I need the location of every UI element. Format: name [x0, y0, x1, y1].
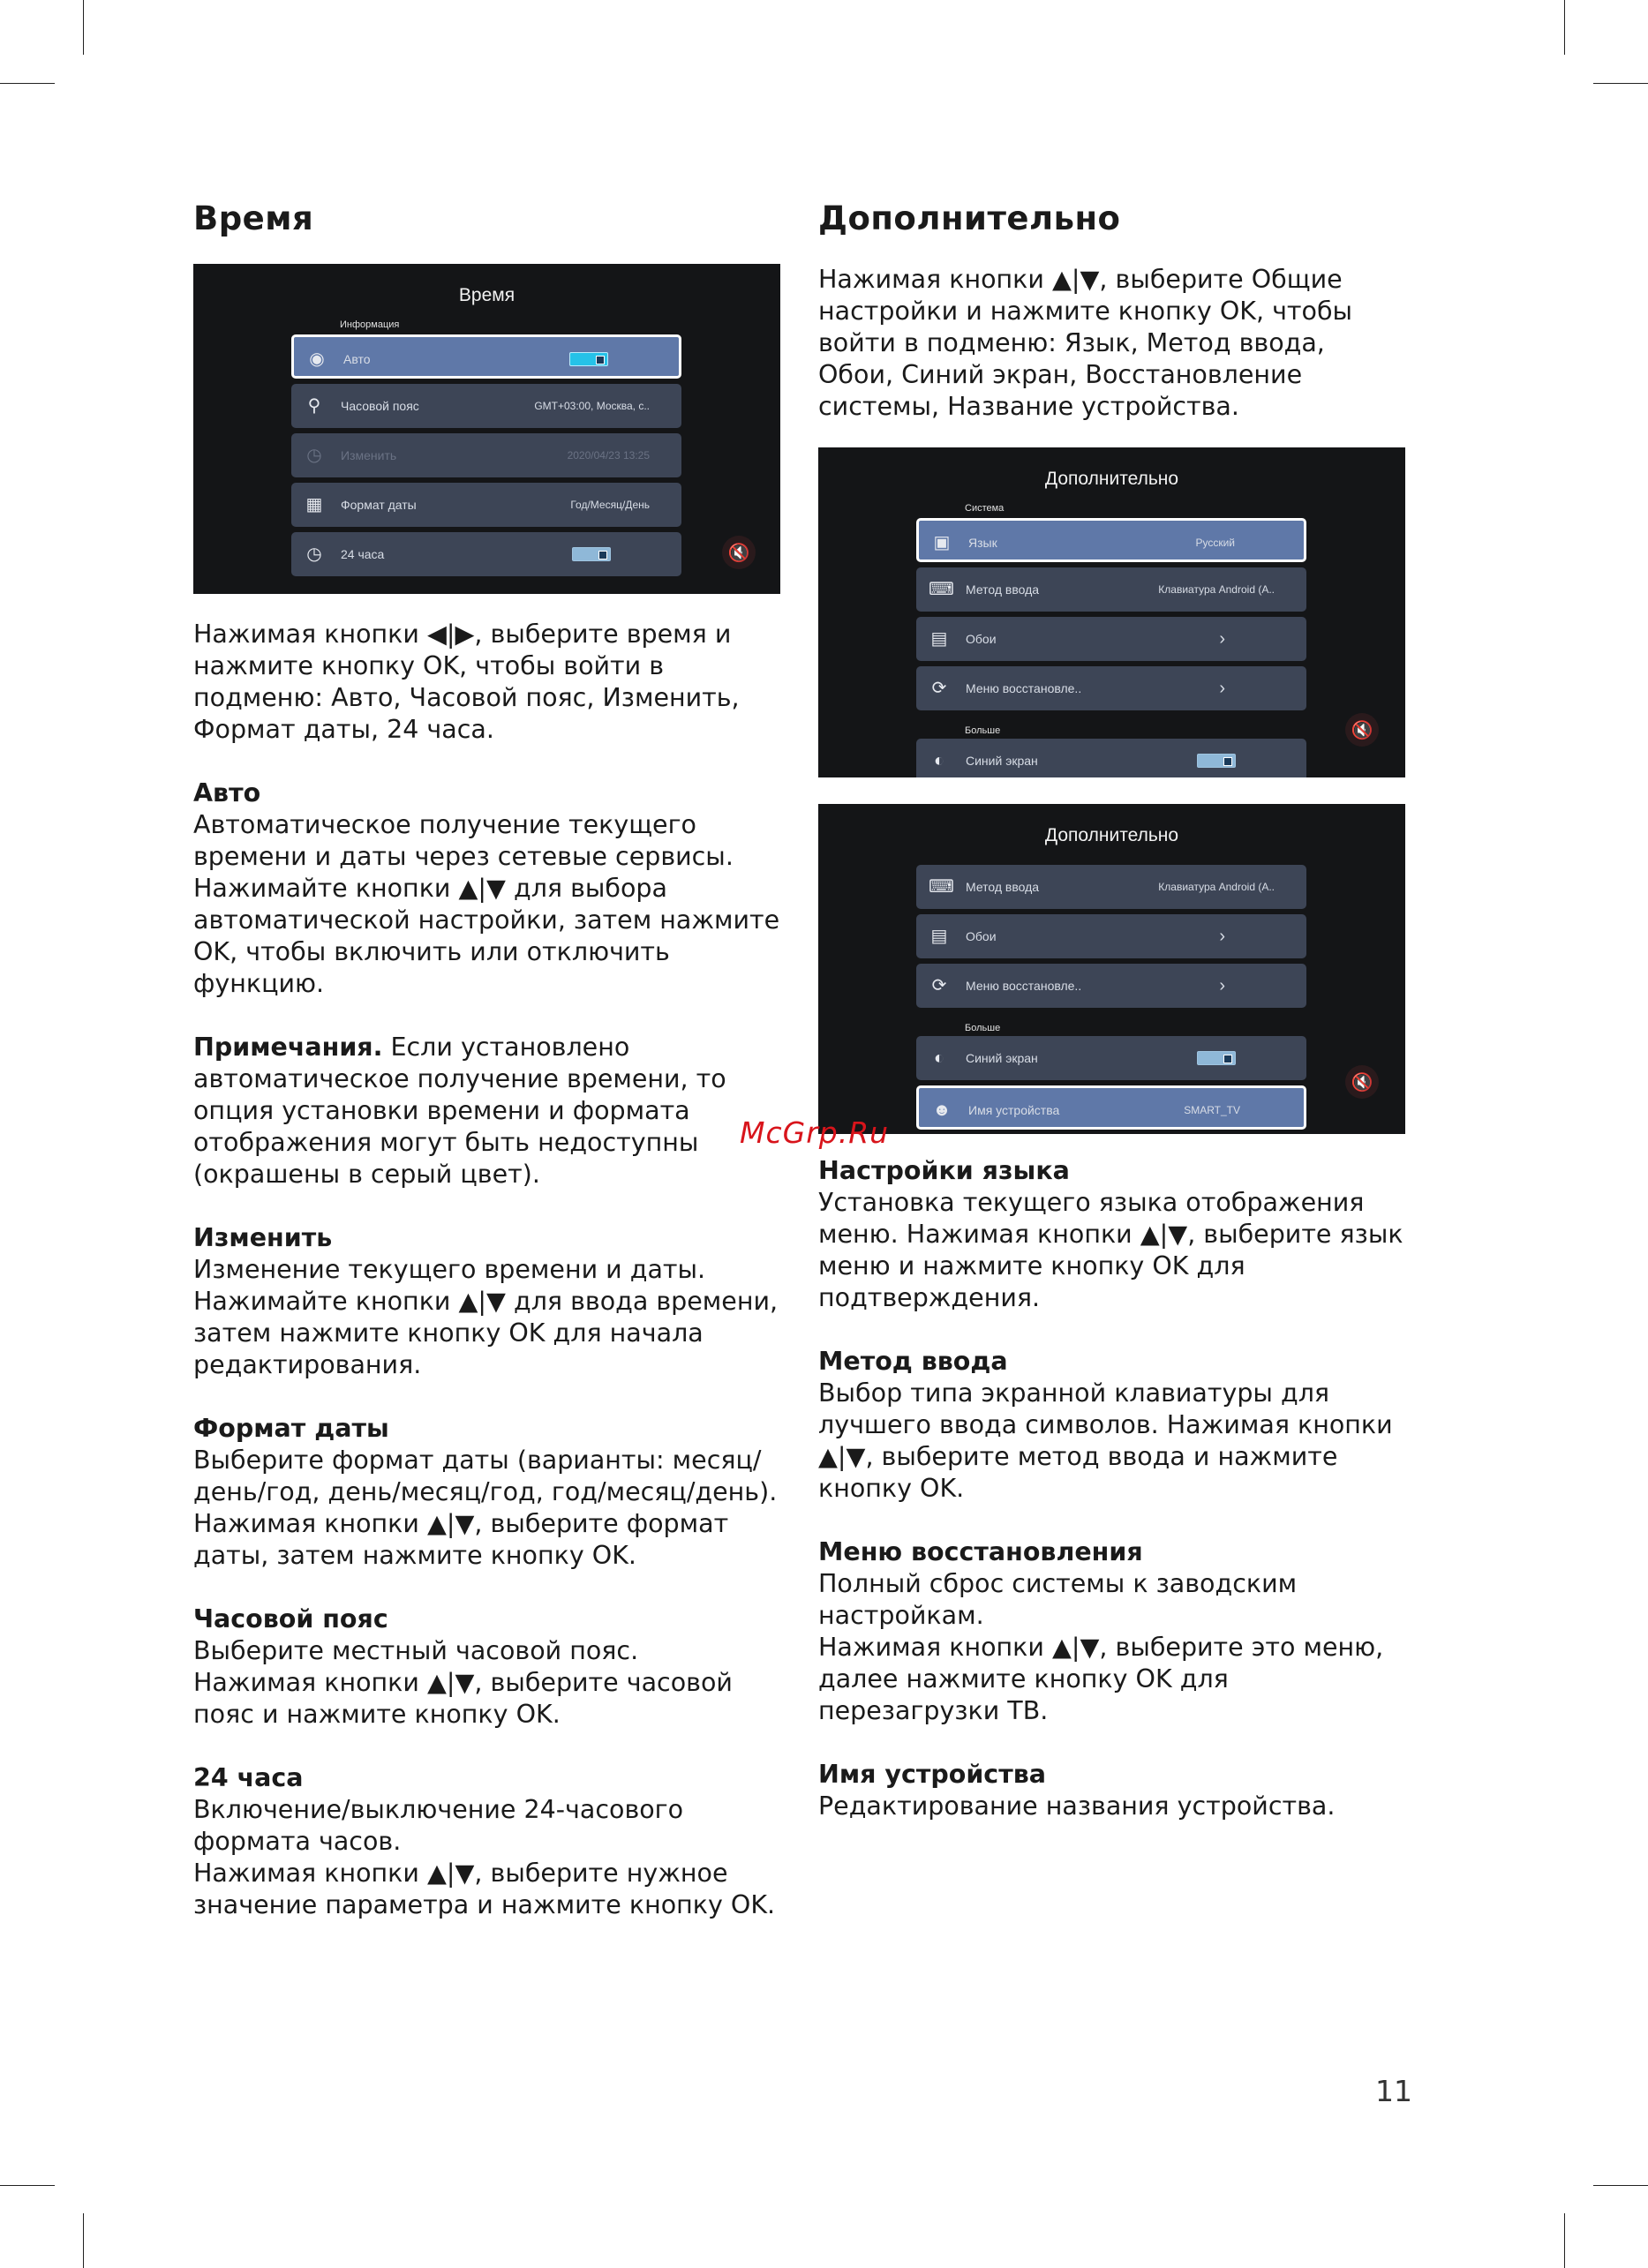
restore-icon: ⟳ [931, 976, 947, 995]
subheading: Метод ввода [818, 1347, 1008, 1376]
subheading: Часовой пояс [193, 1604, 388, 1633]
paragraph: Изменение текущего времени и даты. Нажимайте кнопки ▲|▼ для ввода времени, затем нажмите кнопку OK для начала редактирования. [193, 1255, 779, 1379]
row-value: Клавиатура Android (А.. [1158, 583, 1275, 596]
section-title-time: Время [193, 199, 314, 237]
menu-row-wallpaper[interactable] [916, 914, 1306, 958]
intro-text: Нажимая кнопки ◀|▶, выберите время и нажмите кнопку OK, чтобы войти в подменю: Авто, Часовой пояс, Изменить, Формат даты, 24 часа. [193, 620, 740, 744]
menu-row-change[interactable] [291, 433, 681, 477]
paragraph: Нажимая кнопки ▲|▼, выберите часовой пояс и нажмите кнопку OK. [193, 1668, 733, 1729]
chevron-right-icon: › [1219, 976, 1225, 995]
row-label: Обои [966, 929, 997, 943]
chevron-right-icon: › [1219, 679, 1225, 698]
toggle-icon: ◐ [933, 1048, 945, 1068]
section-date-format [193, 1413, 780, 1572]
category-label: Больше [965, 725, 1001, 736]
menu-row-wallpaper[interactable] [916, 617, 1306, 661]
row-value: Год/Месяц/День [570, 499, 650, 511]
row-label: Меню восстановле.. [966, 979, 1082, 993]
category-label: Информация [340, 319, 400, 330]
menu-row-blue-screen[interactable] [916, 739, 1306, 777]
row-label: Имя устройства [968, 1103, 1060, 1117]
toggle-switch[interactable] [1197, 1051, 1236, 1065]
keyboard-icon: ⌨ [929, 877, 954, 897]
watermark: McGrp.Ru [740, 1115, 890, 1150]
paragraph: Включение/выключение 24-часового формата часов. [193, 1795, 684, 1856]
page-number: 11 [1375, 2074, 1412, 2108]
crop-mark [0, 2185, 55, 2186]
row-label: 24 часа [341, 547, 385, 561]
tv-screen-additional-2 [818, 804, 1405, 1134]
menu-row-24h[interactable] [291, 532, 681, 576]
left-column [193, 199, 780, 1921]
note-text: Если установлено автоматическое получение времени, то опция установки времени и формата отображения могут быть недоступны (окрашены в серый цвет). [193, 1033, 726, 1189]
paragraph: Нажимая кнопки ▲|▼, выберите формат даты, затем нажмите кнопку OK. [193, 1509, 729, 1570]
crop-mark [83, 2213, 84, 2268]
calendar-icon: ▦ [305, 495, 323, 514]
menu-row-date-format[interactable] [291, 483, 681, 527]
toggle-switch[interactable] [569, 352, 608, 366]
toggle-switch[interactable] [1197, 754, 1236, 768]
right-column [818, 199, 1405, 1822]
row-label: Формат даты [341, 498, 417, 512]
row-label: Метод ввода [966, 582, 1040, 597]
subheading: Меню восстановления [818, 1537, 1143, 1566]
note-label: Примечания. [193, 1033, 383, 1062]
image-icon: ▤ [930, 927, 948, 946]
menu-row-device-name[interactable] [916, 1085, 1306, 1130]
screen-title: Время [458, 285, 515, 305]
crop-mark [0, 83, 55, 84]
row-label: Меню восстановле.. [966, 681, 1082, 695]
row-label: Язык [968, 536, 997, 550]
screen-title: Дополнительно [1044, 469, 1179, 489]
image-icon: ▤ [930, 629, 948, 649]
section-title-additional: Дополнительно [818, 199, 1121, 237]
paragraph: Полный сброс системы к заводским настройкам. [818, 1569, 1298, 1630]
crop-mark [1593, 2185, 1648, 2186]
category-label: Больше [965, 1023, 1001, 1033]
row-label: Авто [343, 352, 371, 366]
paragraph: Установка текущего языка отображения меню. Нажимая кнопки ▲|▼, выберите язык меню и нажмите кнопку OK для подтверждения. [818, 1188, 1403, 1312]
auto-icon: ◉ [309, 349, 325, 369]
row-value: Клавиатура Android (А.. [1158, 881, 1275, 893]
section-language [818, 1155, 1405, 1314]
paragraph: Выберите формат даты (варианты: месяц/день/год, день/месяц/год, год/месяц/день). [193, 1446, 778, 1506]
language-icon: ▣ [933, 533, 951, 552]
menu-row-blue-screen[interactable] [916, 1036, 1306, 1080]
row-label: Изменить [341, 448, 397, 462]
paragraph: Выбор типа экранной клавиатуры для лучшего ввода символов. Нажимая кнопки ▲|▼, выберите метод ввода и нажмите кнопку OK. [818, 1378, 1393, 1503]
chevron-right-icon: › [1219, 927, 1225, 946]
menu-row-auto[interactable] [291, 334, 681, 379]
toggle-switch[interactable] [572, 547, 611, 561]
section-24h [193, 1762, 780, 1921]
subheading: Имя устройства [818, 1760, 1046, 1789]
location-icon: ⚲ [307, 396, 321, 416]
paragraph: Нажимая кнопки ▲|▼, выберите это меню, далее нажмите кнопку OK для перезагрузки ТВ. [818, 1633, 1384, 1725]
section-input-method [818, 1346, 1405, 1505]
subheading: 24 часа [193, 1763, 304, 1792]
paragraph: Выберите местный часовой пояс. [193, 1636, 639, 1665]
intro-text: Нажимая кнопки ▲|▼, выберите Общие настройки и нажмите кнопку OK, чтобы войти в подменю: Язык, Метод ввода, Обои, Синий экран, Восстановление системы, Название устройства. [818, 265, 1353, 421]
row-value: SMART_TV [1184, 1104, 1240, 1116]
row-label: Синий экран [966, 754, 1038, 768]
crop-mark [1564, 2213, 1565, 2268]
chevron-right-icon: › [1219, 629, 1225, 649]
row-label: Синий экран [966, 1051, 1038, 1065]
toggle-icon: ◐ [933, 751, 945, 770]
tv-screen-time [193, 264, 780, 594]
menu-row-input-method[interactable] [916, 865, 1306, 909]
subheading: Изменить [193, 1223, 333, 1252]
section-change [193, 1222, 780, 1381]
row-value: 2020/04/23 13:25 [567, 449, 650, 462]
mute-icon: 🔇 [1345, 1065, 1379, 1099]
paragraph: Редактирование названия устройства. [818, 1791, 1336, 1821]
tv-screen-additional-1 [818, 447, 1405, 777]
row-label: Метод ввода [966, 880, 1040, 894]
paragraph: Автоматическое получение текущего времени и даты через сетевые сервисы. Нажимайте кнопки ▲|▼ для выбора автоматической настройки, затем нажмите OK, чтобы включить или отключить функцию. [193, 810, 780, 998]
row-label: Обои [966, 632, 997, 646]
mute-icon: 🔇 [722, 536, 756, 569]
paragraph: Нажимая кнопки ▲|▼, выберите нужное значение параметра и нажмите кнопку OK. [193, 1859, 776, 1919]
menu-row-language[interactable] [916, 518, 1306, 562]
row-value: Русский [1195, 537, 1235, 549]
subheading: Настройки языка [818, 1156, 1070, 1185]
section-device-name [818, 1759, 1405, 1822]
user-icon: ☻ [932, 1100, 952, 1120]
restore-icon: ⟳ [931, 679, 947, 698]
screen-title: Дополнительно [1044, 825, 1179, 845]
menu-row-input-method[interactable] [916, 567, 1306, 612]
crop-mark [1564, 0, 1565, 55]
subheading: Авто [193, 778, 261, 807]
keyboard-icon: ⌨ [929, 580, 954, 599]
mute-icon: 🔇 [1345, 713, 1379, 747]
section-recovery [818, 1536, 1405, 1727]
section-note [193, 1032, 780, 1190]
row-label: Часовой пояс [341, 399, 419, 413]
clock-edit-icon: ◷ [306, 446, 322, 465]
crop-mark [1593, 83, 1648, 84]
row-value: GMT+03:00, Москва, с.. [534, 400, 650, 412]
menu-row-recovery[interactable] [916, 964, 1306, 1008]
menu-row-recovery[interactable] [916, 666, 1306, 710]
clock-icon: ◷ [306, 544, 322, 564]
section-auto [193, 777, 780, 1000]
menu-row-timezone[interactable] [291, 384, 681, 428]
crop-mark [83, 0, 84, 55]
subheading: Формат даты [193, 1414, 389, 1443]
section-timezone [193, 1603, 780, 1731]
category-label: Система [965, 503, 1005, 514]
